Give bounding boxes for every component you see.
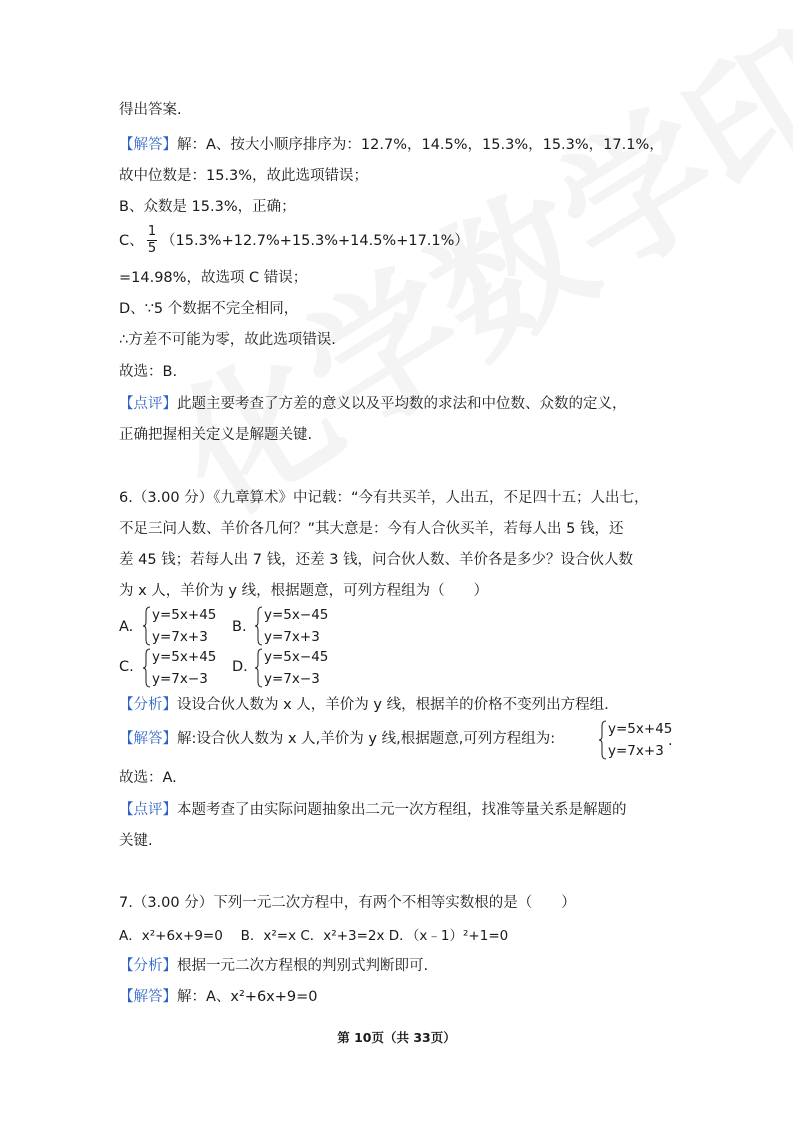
equation: y=7x−3 (152, 671, 208, 687)
text-line: B、众数是 15.3%，正确； (119, 199, 296, 215)
text-line: 正确把握相关定义是解题关键. (119, 427, 313, 443)
fraction-line (119, 224, 469, 263)
comment-text: 本题考查了由实际问题抽象出二元一次方程组，找准等量关系是解题的 (177, 802, 627, 818)
fraction-denominator: 5 (147, 241, 157, 256)
comment-line (119, 800, 627, 820)
analysis-tag: 【分析】 (119, 958, 177, 974)
brace-icon (142, 648, 152, 688)
text-line: =14.98%，故选项 C 错误； (119, 270, 308, 286)
option-b-label: B. (232, 619, 247, 635)
answer-line (119, 729, 555, 749)
fraction-numerator: 1 (147, 224, 157, 239)
text-line: 故选：B. (119, 364, 178, 380)
text-line (119, 135, 664, 155)
comment-text: 此题主要考查了方差的意义以及平均数的求法和中位数、众数的定义， (177, 396, 627, 412)
answer-tag: 【解答】 (119, 137, 177, 153)
text-line (119, 394, 627, 414)
comment-tag: 【点评】 (119, 396, 177, 412)
answer-text: 解：A、x²+6x+9=0 (177, 989, 318, 1005)
text-line: 得出答案. (119, 102, 182, 118)
brace-icon (254, 648, 264, 688)
equation: y=5x+45 (152, 649, 217, 665)
question-6-line: 差 45 钱；若每人出 7 钱，还差 3 钱，问合伙人数、羊价各是多少？设合伙人数 (119, 552, 634, 568)
equation: y=5x+45 (152, 607, 217, 623)
page-footer: 第 10页（共 33页） (337, 1030, 456, 1045)
equation: y=7x−3 (264, 671, 320, 687)
equation: y=7x+3 (152, 629, 208, 645)
question-7-line: 7.（3.00 分）下列一元二次方程中，有两个不相等实数根的是（ ） (119, 895, 576, 911)
answer-text: 解:设合伙人数为 x 人,羊价为 y 线,根据题意,可列方程组为: (177, 731, 556, 747)
question-6-line: 不足三问人数、羊价各几何？”其大意是：今有人合伙买羊，若每人出 5 钱，还 (119, 521, 624, 537)
answer-tag: 【解答】 (119, 989, 177, 1005)
equation: y=7x+3 (264, 629, 320, 645)
choice-line: 故选：A. (119, 770, 177, 786)
option-c-label: C. (119, 659, 134, 675)
question-6-line: 为 x 人，羊价为 y 线，根据题意，可列方程组为（ ） (119, 583, 489, 599)
text-line: ∴方差不可能为零，故此选项错误. (119, 332, 336, 348)
analysis-tag: 【分析】 (119, 697, 177, 713)
answer-text: 解：A、按大小顺序排序为：12.7%，14.5%，15.3%，15.3%，17.1%， (177, 137, 664, 153)
comment-tag: 【点评】 (119, 802, 177, 818)
option-c-prefix: C、 (119, 233, 144, 249)
equation: y=5x−45 (264, 649, 329, 665)
brace-icon (254, 606, 264, 646)
question-6-line: 6.（3.00 分）《九章算术》中记载：“今有共买羊，人出五，不足四十五；人出七， (119, 490, 649, 506)
answer-line (119, 987, 318, 1007)
text-line: 故中位数是：15.3%，故此选项错误； (119, 168, 369, 184)
analysis-text: 根据一元二次方程根的判别式判断即可. (177, 958, 429, 974)
option-a-label: A. (119, 619, 134, 635)
analysis-line (119, 695, 609, 715)
brace-icon (142, 606, 152, 646)
answer-period: . (668, 733, 673, 749)
brace-icon (598, 720, 608, 760)
analysis-line (119, 956, 428, 976)
sum-expression: （15.3%+12.7%+15.3%+14.5%+17.1%） (161, 233, 469, 249)
text-line: D、∵5 个数据不完全相同， (119, 301, 299, 317)
equation: y=5x+45 (608, 721, 673, 737)
equation: y=5x−45 (264, 607, 329, 623)
answer-tag: 【解答】 (119, 731, 177, 747)
fraction (147, 225, 157, 256)
comment-line: 关键. (119, 833, 153, 849)
analysis-text: 设设合伙人数为 x 人，羊价为 y 线，根据羊的价格不变列出方程组. (177, 697, 609, 713)
equation: y=7x+3 (608, 743, 664, 759)
question-7-options: A．x²+6x+9=0 B．x²=x C．x²+3=2x D．（x﹣1）²+1=0 (119, 928, 509, 944)
option-d-label: D. (232, 659, 248, 675)
